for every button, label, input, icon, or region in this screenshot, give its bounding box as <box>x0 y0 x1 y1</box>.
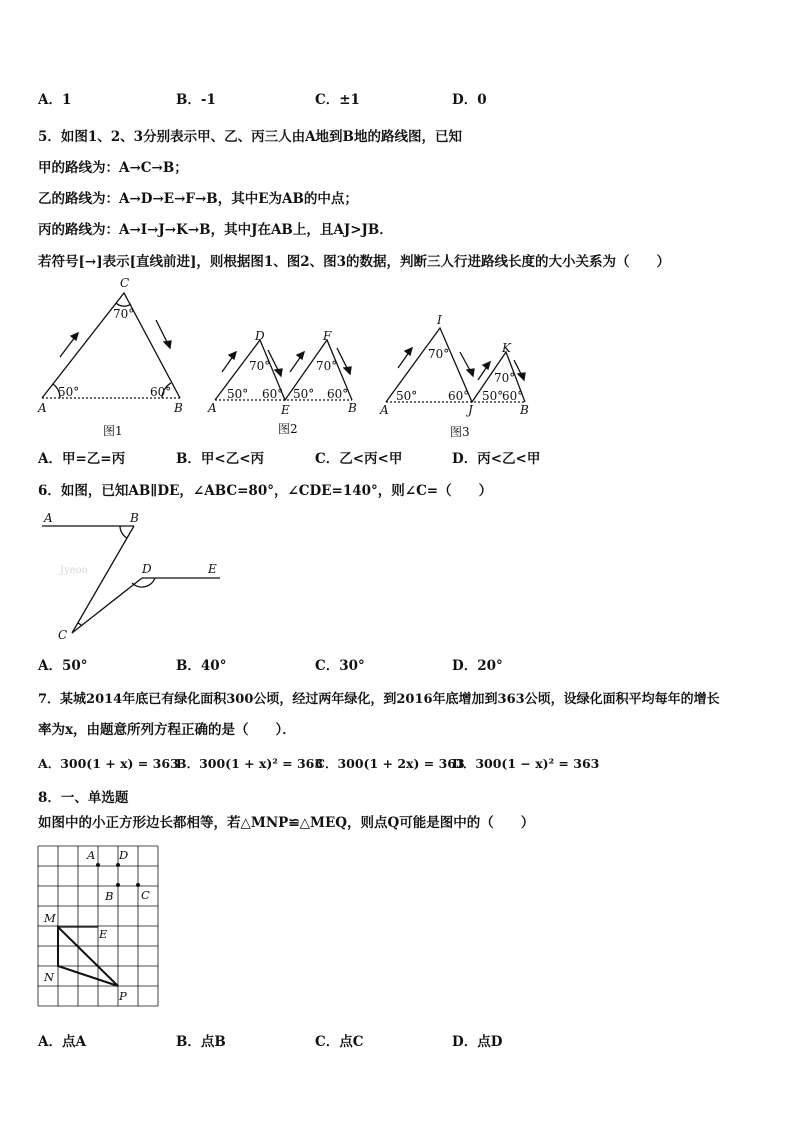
fig2-angle-3: 50° <box>293 387 315 401</box>
fig2-angle-1: 50° <box>227 387 249 401</box>
q7-option-a[interactable]: A．300(1 + x) = 363 <box>38 756 179 771</box>
fig2-caption: 图2 <box>278 422 298 436</box>
q4-option-d[interactable]: D．0 <box>452 92 487 108</box>
q6-label-c: C <box>58 628 68 642</box>
q8-label-c: C <box>141 888 150 902</box>
q7-stem-line2: 率为x，由题意所列方程正确的是（ ）． <box>38 722 296 738</box>
q5-option-b[interactable]: B．甲<乙<丙 <box>176 451 265 467</box>
q5-route-bing: 丙的路线为：A→I→J→K→B，其中J在AB上，且AJ>JB． <box>38 222 393 238</box>
fig1-label-a: A <box>38 401 47 415</box>
q7-option-d[interactable]: D．300(1 − x)² = 363 <box>452 756 600 771</box>
q4-option-c[interactable]: C．±1 <box>315 92 360 108</box>
q5-route-yi: 乙的路线为：A→D→E→F→B，其中E为AB的中点； <box>38 191 358 207</box>
fig3-angle-1: 50° <box>396 389 418 403</box>
fig3-label-a: A <box>380 403 389 417</box>
q6-label-e: E <box>208 562 217 576</box>
q5-option-a[interactable]: A．甲=乙=丙 <box>38 451 126 467</box>
q6-label-b: B <box>130 511 139 525</box>
fig1-angle-b: 60° <box>150 385 172 399</box>
fig3-label-i: I <box>437 313 442 327</box>
q7-option-b[interactable]: B．300(1 + x)² = 363 <box>176 756 324 771</box>
fig3-caption: 图3 <box>450 425 470 439</box>
fig2-label-e: E <box>281 403 290 417</box>
q8-stem: 如图中的小正方形边长都相等，若△MNP≌△MEQ，则点Q可能是图中的（ ） <box>38 815 535 831</box>
fig2-angle-2: 60° <box>262 387 284 401</box>
fig2-label-a: A <box>208 401 217 415</box>
fig3-angle-4: 60° <box>502 389 524 403</box>
q8-option-c[interactable]: C．点C <box>315 1034 364 1050</box>
q6-option-c[interactable]: C．30° <box>315 658 365 674</box>
fig2-label-d: D <box>255 329 265 343</box>
q8-option-b[interactable]: B．点B <box>176 1034 226 1050</box>
q8-label-e: E <box>99 927 108 941</box>
q5-figures <box>0 270 794 445</box>
q6-option-d[interactable]: D．20° <box>452 658 503 674</box>
q7-stem-line1: 7．某城2014年底已有绿化面积300公顷，经过两年绿化，到2016年底增加到363公顷，设绿化面积平均每年的增长 <box>38 692 720 707</box>
q5-option-c[interactable]: C．乙<丙<甲 <box>315 451 403 467</box>
fig3-label-b: B <box>520 403 529 417</box>
q6-option-b[interactable]: B．40° <box>176 658 227 674</box>
q8-option-a[interactable]: A．点A <box>38 1034 86 1050</box>
fig3-angle-3: 50° <box>482 389 504 403</box>
q8-label-b: B <box>105 889 114 903</box>
q8-label-d: D <box>119 848 129 862</box>
fig2-angle-f: 70° <box>316 359 338 373</box>
q6-stem: 6．如图，已知AB∥DE，∠ABC=80°，∠CDE=140°，则∠C=（ ） <box>38 483 493 499</box>
fig1-label-b: B <box>174 401 183 415</box>
q5-stem: 5．如图1、2、3分别表示甲、乙、丙三人由A地到B地的路线图，已知 <box>38 129 462 145</box>
fig3-label-k: K <box>502 341 511 355</box>
q5-route-jia: 甲的路线为：A→C→B； <box>38 160 188 176</box>
fig3-angle-i: 70° <box>428 347 450 361</box>
q6-option-a[interactable]: A．50° <box>38 658 88 674</box>
fig3-angle-2: 60° <box>448 389 470 403</box>
q8-label-m: M <box>44 911 56 925</box>
q8-label-p: P <box>119 989 127 1003</box>
fig1-angle-a: 50° <box>58 385 80 399</box>
q4-option-b[interactable]: B．-1 <box>176 92 216 108</box>
fig3-angle-k: 70° <box>494 371 516 385</box>
q6-label-a: A <box>44 511 53 525</box>
q6-watermark: Jyeoo <box>60 565 88 576</box>
q8-option-d[interactable]: D．点D <box>452 1034 503 1050</box>
fig3-label-j: J <box>468 403 473 417</box>
q8-title: 8．一、单选题 <box>38 790 129 806</box>
q5-question: 若符号[→]表示[直线前进]，则根据图1、图2、图3的数据，判断三人行进路线长度的大小关系为（ ） <box>38 254 671 270</box>
fig2-angle-d: 70° <box>249 359 271 373</box>
q6-figure <box>30 505 230 645</box>
fig2-label-b: B <box>348 401 357 415</box>
q5-option-d[interactable]: D．丙<乙<甲 <box>452 451 541 467</box>
fig1-caption: 图1 <box>103 424 123 438</box>
q8-label-n: N <box>44 970 55 984</box>
q8-label-a: A <box>87 848 96 862</box>
q6-label-d: D <box>142 562 152 576</box>
q7-option-c[interactable]: C．300(1 + 2x) = 363 <box>315 756 465 771</box>
fig2-label-f: F <box>323 329 332 343</box>
fig1-label-c: C <box>120 276 130 290</box>
fig1-angle-c: 70° <box>113 307 135 321</box>
q4-option-a[interactable]: A．1 <box>38 92 72 108</box>
fig2-angle-4: 60° <box>327 387 349 401</box>
q8-grid-figure <box>30 838 165 1013</box>
